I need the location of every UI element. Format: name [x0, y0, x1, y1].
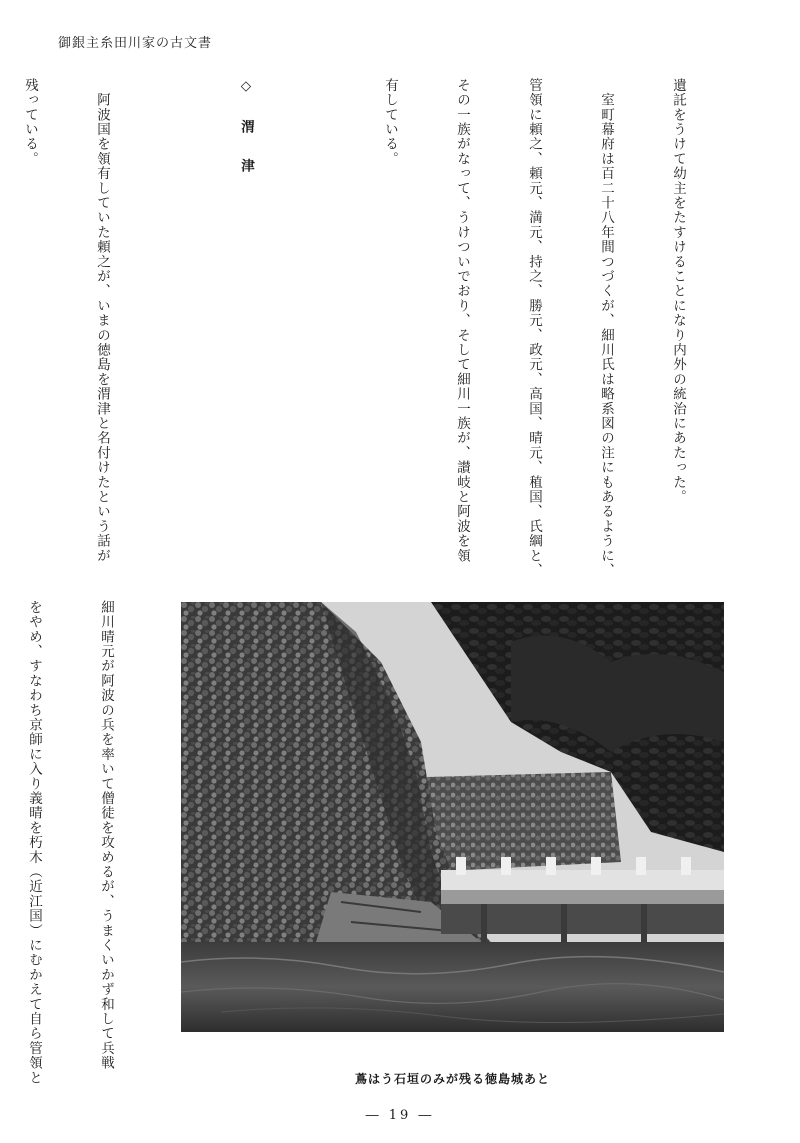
text-line: 細川晴元が阿波の兵を率いて僧徒を攻めるが、うまくいかず和して兵戦: [98, 600, 114, 1071]
text-line: 管領に頼之、頼元、満元、持之、勝元、政元、高国、晴元、稙国、氏綱と、: [526, 78, 542, 578]
castle-ruins-photo: [181, 602, 724, 1032]
text-line: その一族がなって、うけついでおり、そして細川一族が、讃岐と阿波を領: [454, 78, 470, 564]
top-text-block: [22, 78, 738, 598]
page-number: ― 19 ―: [365, 1108, 435, 1123]
section-heading-watsu: ◇ 渭 津: [238, 78, 254, 178]
photo-caption: 蔦はう石垣のみが残る徳島城あと: [354, 1072, 550, 1086]
text-line: 有している。: [382, 78, 398, 167]
text-line: 阿波国を領有していた頼之が、いまの徳島を渭津と名付けたという話が: [94, 78, 110, 564]
text-line: 遺託をうけて幼主をたすけることになり内外の統治にあたった。: [670, 78, 686, 505]
text-line: をやめ、すなわち京師に入り義晴を朽木（近江国）にむかえて自ら管領と: [26, 600, 42, 1086]
text-line: 残っている。: [22, 78, 38, 167]
text-line: 室町幕府は百二十八年間つづくが、細川氏は略系図の注にもあるように、: [598, 78, 614, 578]
running-header: 御銀主糸田川家の古文書: [58, 36, 213, 51]
bottom-text-block: [26, 600, 166, 1086]
